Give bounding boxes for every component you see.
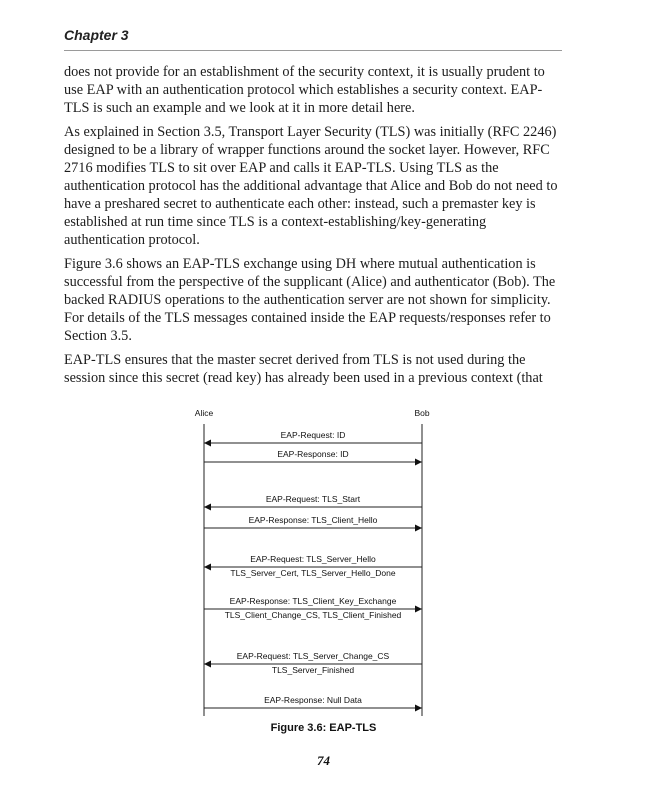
message-label: EAP-Request: TLS_Start [265, 494, 361, 504]
bob-label: Bob [414, 408, 430, 418]
message-label: EAP-Response: ID [277, 449, 349, 459]
figure-caption: Figure 3.6: EAP-TLS [270, 722, 377, 734]
paragraph-3: Figure 3.6 shows an EAP-TLS exchange using DH where mutual authentication is successful from the perspective of the supplicant (Alice) and authenticator (Bob). The backed RADIUS operations to the authentication server are not shown for simplicity. For details of the TLS messages contained inside the EAP requests/responses refer to Section 3.5. [64, 256, 556, 344]
alice-label: Alice [194, 408, 214, 418]
message-label: EAP-Request: ID [280, 430, 346, 440]
message-label: EAP-Response: Null Data [264, 695, 362, 705]
message-label: TLS_Server_Cert, TLS_Server_Hello_Done [230, 568, 396, 578]
message-group [204, 430, 422, 708]
page-number: 74 [317, 753, 330, 768]
message-label: EAP-Response: TLS_Client_Hello [248, 515, 378, 525]
message-label: TLS_Server_Finished [271, 665, 355, 675]
message-label: TLS_Client_Change_CS, TLS_Client_Finished [224, 610, 402, 620]
paragraph-4: EAP-TLS ensures that the master secret derived from TLS is not used during the session since this secret (read key) has already been used in a previous context (that [64, 352, 543, 386]
message-label: EAP-Response: TLS_Client_Key_Exchange [229, 596, 397, 606]
message-label: EAP-Request: TLS_Server_Hello [250, 554, 376, 564]
message-label: EAP-Request: TLS_Server_Change_CS [236, 651, 390, 661]
chapter-header: Chapter 3 [64, 27, 129, 43]
paragraph-2: As explained in Section 3.5, Transport Layer Security (TLS) was initially (RFC 2246) designed to be a library of wrapper functions around the socket layer. However, RFC 2716 modifies TLS to sit over EAP and calls it EAP-TLS. Using TLS as the authentication protocol has the additional advantage that Alice and Bob do not need to have a preshared secret to authenticate each other: instead, such a premaster key is established at run time since TLS is a context-establishing/key-generating authentication protocol. [64, 124, 558, 248]
paragraph-1: does not provide for an establishment of the security context, it is usually prudent to use EAP with an authentication protocol which establishes a security context. EAP-TLS is such an example and we look at it in more detail here. [64, 64, 545, 116]
